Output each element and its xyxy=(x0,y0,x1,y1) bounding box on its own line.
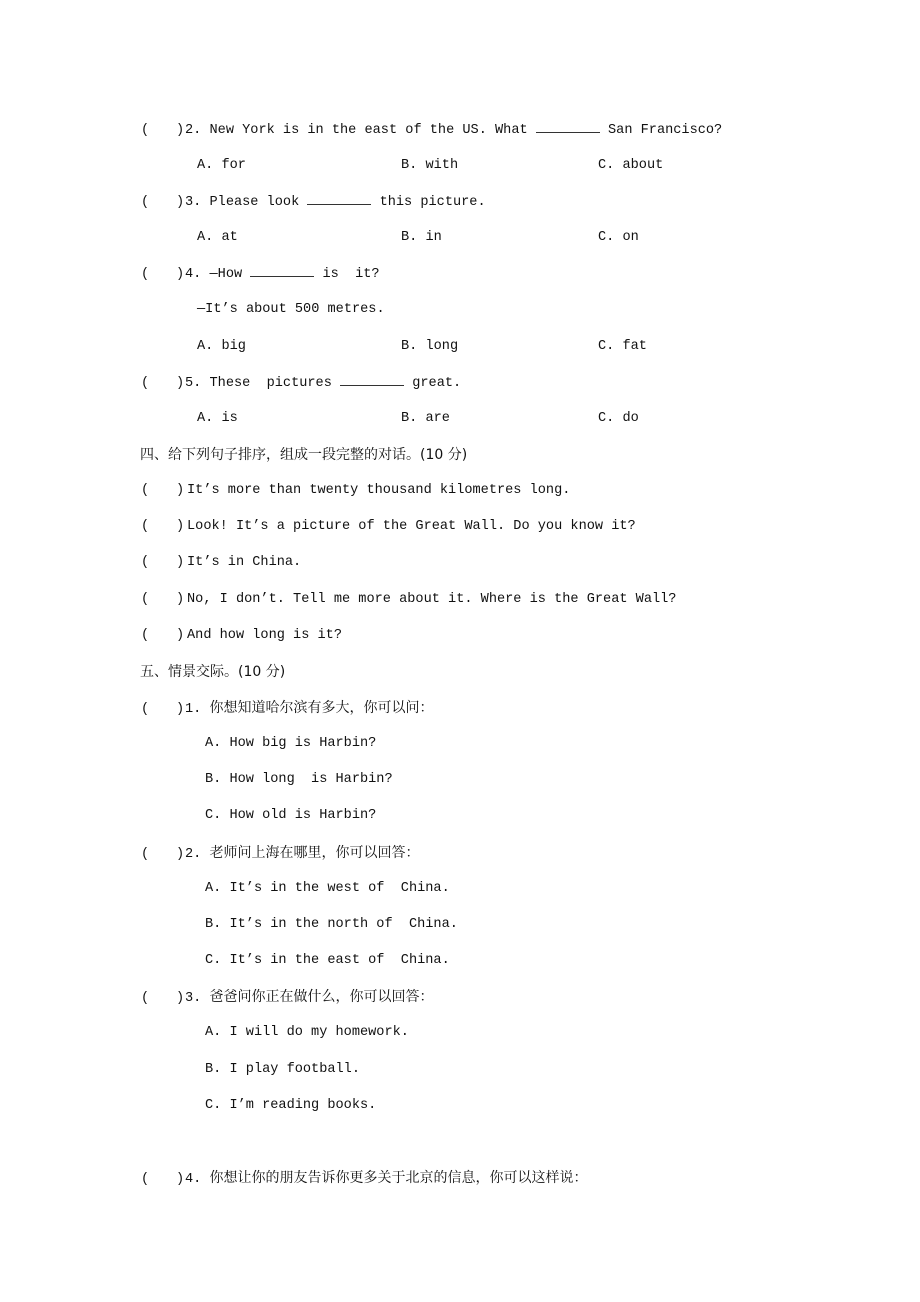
answer-paren-open: ( xyxy=(141,847,150,862)
option-a: A. I will do my homework. xyxy=(205,1025,409,1040)
ordering-item xyxy=(0,589,920,611)
heading-text: 四、给下列句子排序，组成一段完整的对话。(10 分) xyxy=(140,447,468,463)
answer-blank[interactable] xyxy=(307,191,371,205)
answer-blank[interactable] xyxy=(250,263,314,277)
question-3 xyxy=(0,191,920,213)
question-5 xyxy=(0,372,920,394)
option-a: A. big xyxy=(197,339,246,354)
sentence: It’s in China. xyxy=(187,555,302,570)
situation-question-3 xyxy=(0,986,920,1008)
section-heading-5 xyxy=(0,661,920,683)
answer-blank[interactable] xyxy=(536,119,600,133)
answer-paren-close: ) xyxy=(176,555,185,570)
answer-paren-open: ( xyxy=(141,991,150,1006)
option-a: A. How big is Harbin? xyxy=(205,736,377,751)
reply-text: —It’s about 500 metres. xyxy=(197,302,385,317)
option-a: A. It’s in the west of China. xyxy=(205,881,450,896)
situation-question-4 xyxy=(0,1167,920,1189)
question-text: 3. Please look this picture. xyxy=(185,191,486,214)
answer-paren-close: ) xyxy=(176,592,185,607)
option-c: C. fat xyxy=(598,339,647,354)
ordering-item xyxy=(0,516,920,538)
options-row xyxy=(0,155,920,177)
question-2 xyxy=(0,119,920,141)
option-b: B. I play football. xyxy=(205,1062,360,1077)
option-c: C. about xyxy=(598,158,664,173)
answer-paren-open: ( xyxy=(141,267,150,282)
question-4-reply xyxy=(0,299,920,321)
option-row xyxy=(0,878,920,900)
answer-paren-open: ( xyxy=(141,483,150,498)
option-c: C. do xyxy=(598,411,639,426)
option-b: B. with xyxy=(401,158,459,173)
sentence: And how long is it? xyxy=(187,628,342,643)
answer-paren-open: ( xyxy=(141,702,150,717)
ordering-item xyxy=(0,552,920,574)
option-row xyxy=(0,733,920,755)
answer-paren-open: ( xyxy=(141,592,150,607)
ordering-item xyxy=(0,480,920,502)
option-c: C. It’s in the east of China. xyxy=(205,953,450,968)
option-row xyxy=(0,950,920,972)
answer-paren-close: ) xyxy=(176,123,185,138)
options-row xyxy=(0,227,920,249)
option-b: B. It’s in the north of China. xyxy=(205,917,458,932)
sentence: Look! It’s a picture of the Great Wall. Do you know it? xyxy=(187,519,636,534)
option-b: B. How long is Harbin? xyxy=(205,772,393,787)
question-text: 3. 爸爸问你正在做什么，你可以回答： xyxy=(185,989,434,1006)
question-text: 4. —How is it? xyxy=(185,263,380,286)
options-row xyxy=(0,336,920,358)
situation-question-2 xyxy=(0,842,920,864)
answer-paren-close: ) xyxy=(176,628,185,643)
options-row xyxy=(0,408,920,430)
option-c: C. I’m reading books. xyxy=(205,1098,377,1113)
answer-paren-open: ( xyxy=(141,376,150,391)
option-a: A. is xyxy=(197,411,238,426)
answer-paren-close: ) xyxy=(176,267,185,282)
answer-paren-close: ) xyxy=(176,195,185,210)
answer-paren-close: ) xyxy=(176,483,185,498)
answer-paren-close: ) xyxy=(176,1172,185,1187)
option-b: B. in xyxy=(401,230,442,245)
option-row xyxy=(0,805,920,827)
option-row xyxy=(0,1095,920,1117)
question-text: 2. 老师问上海在哪里，你可以回答： xyxy=(185,845,420,862)
option-row xyxy=(0,1059,920,1081)
option-a: A. for xyxy=(197,158,246,173)
ordering-item xyxy=(0,625,920,647)
answer-paren-open: ( xyxy=(141,195,150,210)
option-row xyxy=(0,1022,920,1044)
answer-paren-close: ) xyxy=(176,376,185,391)
option-row xyxy=(0,769,920,791)
option-c: C. on xyxy=(598,230,639,245)
answer-paren-close: ) xyxy=(176,991,185,1006)
option-c: C. How old is Harbin? xyxy=(205,808,377,823)
option-b: B. are xyxy=(401,411,450,426)
answer-paren-open: ( xyxy=(141,555,150,570)
answer-paren-close: ) xyxy=(176,519,185,534)
question-text: 2. New York is in the east of the US. What San Francisco? xyxy=(185,119,722,142)
answer-paren-open: ( xyxy=(141,628,150,643)
answer-paren-close: ) xyxy=(176,702,185,717)
answer-paren-open: ( xyxy=(141,123,150,138)
sentence: No, I don’t. Tell me more about it. Where is the Great Wall? xyxy=(187,592,677,607)
answer-blank[interactable] xyxy=(340,372,404,386)
answer-paren-open: ( xyxy=(141,519,150,534)
option-a: A. at xyxy=(197,230,238,245)
situation-question-1 xyxy=(0,697,920,719)
sentence: It’s more than twenty thousand kilometres long. xyxy=(187,483,571,498)
option-b: B. long xyxy=(401,339,459,354)
section-heading-4 xyxy=(0,444,920,466)
question-text: 4. 你想让你的朋友告诉你更多关于北京的信息，你可以这样说： xyxy=(185,1170,588,1187)
question-text: 5. These pictures great. xyxy=(185,372,461,395)
option-row xyxy=(0,914,920,936)
answer-paren-close: ) xyxy=(176,847,185,862)
heading-text: 五、情景交际。(10 分) xyxy=(140,664,286,680)
answer-paren-open: ( xyxy=(141,1172,150,1187)
question-text: 1. 你想知道哈尔滨有多大，你可以问： xyxy=(185,700,434,717)
question-4 xyxy=(0,263,920,285)
